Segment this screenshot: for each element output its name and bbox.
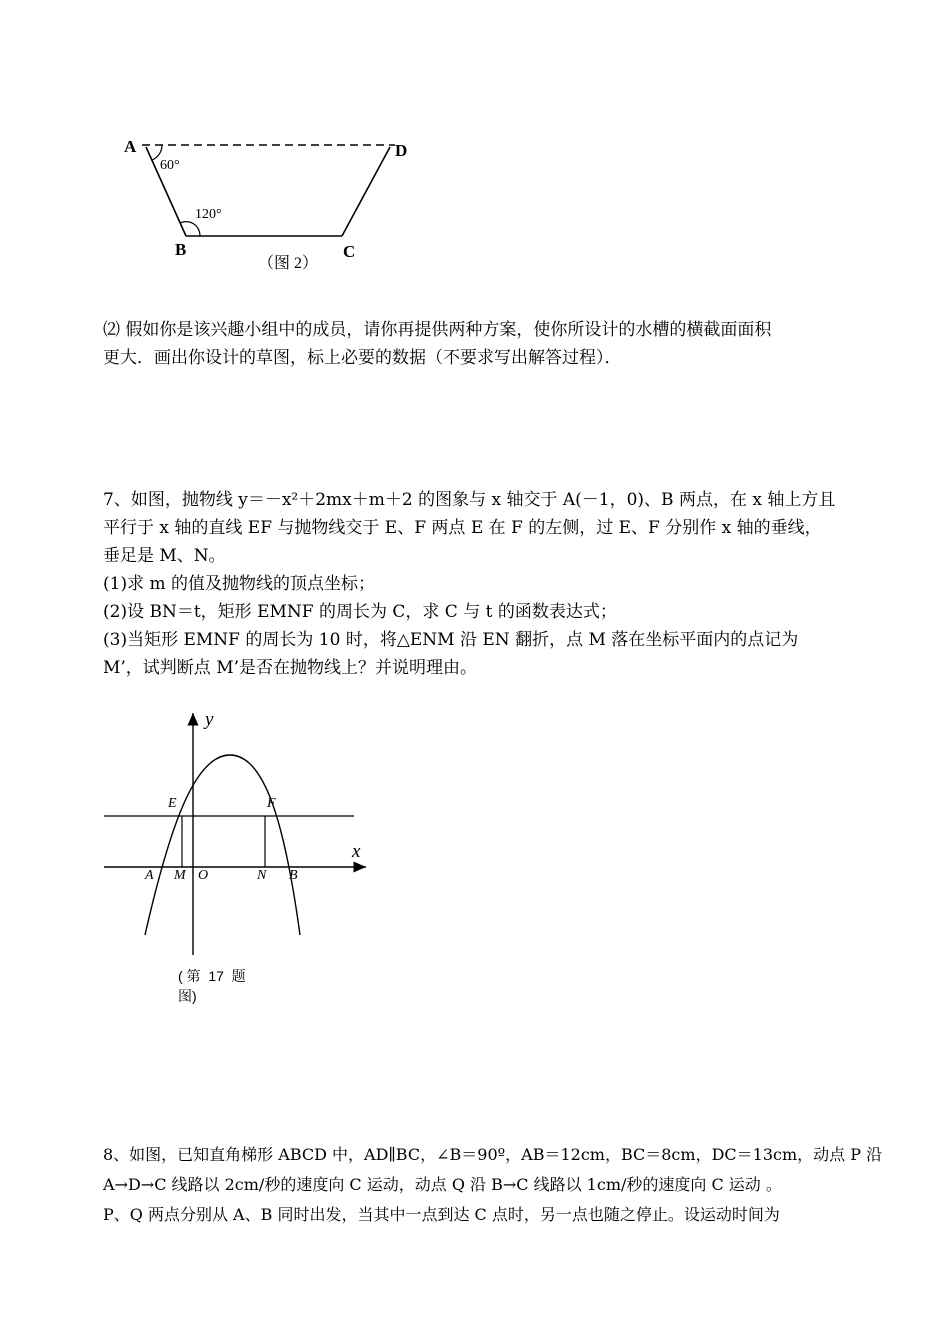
- part-2-line-1: ⑵ 假如你是该兴趣小组中的成员，请你再提供两种方案，使你所设计的水槽的横截面面积: [103, 320, 772, 340]
- figure-17-caption: [178, 966, 246, 1006]
- vertex-label-b: B: [175, 240, 187, 259]
- vertex-label-a: A: [124, 137, 137, 156]
- y-axis-label: y: [205, 709, 214, 730]
- point-label-a: A: [145, 868, 154, 883]
- q8-line-1: 8、如图，已知直角梯形 ABCD 中，AD∥BC，∠B＝90º，AB＝12cm，BC＝8cm，DC＝13cm，动点 P 沿: [103, 1145, 883, 1164]
- point-label-f: F: [267, 796, 276, 811]
- figure-2-caption: （图 2）: [258, 255, 319, 272]
- point-label-n: N: [257, 868, 267, 883]
- x-axis-label: x: [352, 841, 361, 862]
- point-label-o: O: [198, 868, 209, 883]
- parabola-curve: [145, 755, 300, 935]
- figure-2-trapezoid: [110, 125, 430, 285]
- q7-line-3: 垂足是 M、N。: [103, 546, 226, 566]
- question-8: [103, 1140, 883, 1230]
- angle-label-a: 60°: [160, 158, 180, 173]
- q7-line-1: 7、如图，抛物线 y＝－x²＋2mx＋m＋2 的图象与 x 轴交于 A(－1，0)、B 两点，在 x 轴上方且: [103, 490, 836, 510]
- angle-label-b: 120°: [195, 207, 222, 222]
- side-cd: [342, 147, 390, 236]
- point-label-b: B: [289, 868, 298, 883]
- figure-17-caption-line-1: ( 第 17 题: [178, 968, 246, 984]
- q7-subquestion-1: (1)求 m 的值及抛物线的顶点坐标；: [103, 574, 376, 594]
- q7-subquestion-3-line-1: (3)当矩形 EMNF 的周长为 10 时，将△ENM 沿 EN 翻折，点 M 落在坐标平面内的点记为: [103, 630, 799, 650]
- part-2-line-2: 更大．画出你设计的草图，标上必要的数据（不要求写出解答过程）．: [103, 348, 622, 368]
- figure-17-parabola: [100, 705, 380, 955]
- part-2-question: [103, 316, 863, 372]
- question-7: [103, 486, 863, 682]
- q7-line-2: 平行于 x 轴的直线 EF 与抛物线交于 E、F 两点 E 在 F 的左侧，过 E、F 分别作 x 轴的垂线，: [103, 518, 822, 538]
- point-label-e: E: [168, 796, 177, 811]
- q8-line-3: P、Q 两点分别从 A、B 同时出发，当其中一点到达 C 点时，另一点也随之停止。设运动时间为: [103, 1205, 780, 1224]
- vertex-label-c: C: [343, 242, 356, 261]
- q8-line-2: A→D→C 线路以 2cm/秒的速度向 C 运动，动点 Q 沿 B→C 线路以 1cm/秒的速度向 C 运动 。: [103, 1175, 782, 1194]
- q7-subquestion-2: (2)设 BN＝t，矩形 EMNF 的周长为 C，求 C 与 t 的函数表达式；: [103, 602, 617, 622]
- q7-subquestion-3-line-2: M’，试判断点 M’是否在抛物线上？并说明理由。: [103, 658, 478, 678]
- point-label-m: M: [174, 868, 186, 883]
- figure-17-caption-line-2: 图): [178, 988, 197, 1004]
- vertex-label-d: D: [395, 141, 408, 160]
